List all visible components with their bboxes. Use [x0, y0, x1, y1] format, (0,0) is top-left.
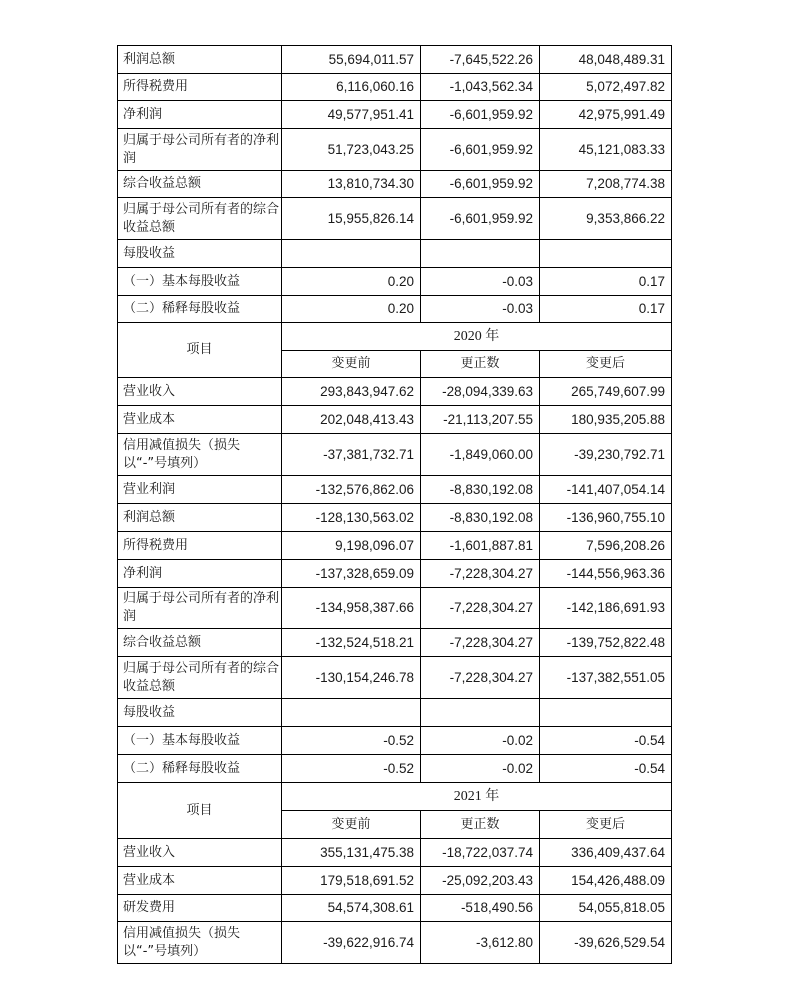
row-label: 营业收入 — [118, 378, 282, 406]
before-value: -132,576,862.06 — [282, 476, 421, 504]
row-label: 综合收益总额 — [118, 629, 282, 657]
table-row — [118, 171, 672, 198]
row-label: 研发费用 — [118, 895, 282, 922]
correction-value: -1,043,562.34 — [421, 74, 540, 101]
after-value: 9,353,866.22 — [540, 198, 672, 240]
after-value: 48,048,489.31 — [540, 46, 672, 74]
row-label: 归属于母公司所有者的净利润 — [118, 129, 282, 171]
correction-value: -0.02 — [421, 755, 540, 783]
table-row — [118, 560, 672, 588]
after-value: -136,960,755.10 — [540, 504, 672, 532]
correction-value: -6,601,959.92 — [421, 101, 540, 129]
table-row — [118, 296, 672, 323]
row-label: 营业成本 — [118, 867, 282, 895]
row-label: 利润总额 — [118, 46, 282, 74]
row-label: 信用减值损失（损失以“-”号填列） — [118, 922, 282, 964]
table-row — [118, 129, 672, 171]
row-label: 综合收益总额 — [118, 171, 282, 198]
before-value: -128,130,563.02 — [282, 504, 421, 532]
correction-value: -7,228,304.27 — [421, 588, 540, 629]
table-row — [118, 922, 672, 964]
before-value: 55,694,011.57 — [282, 46, 421, 74]
table-row — [118, 434, 672, 476]
correction-value: -0.03 — [421, 296, 540, 323]
table-row — [118, 755, 672, 783]
row-label: 净利润 — [118, 101, 282, 129]
after-value — [540, 699, 672, 727]
row-label: 净利润 — [118, 560, 282, 588]
item-header: 项目 — [118, 783, 282, 839]
before-value: 13,810,734.30 — [282, 171, 421, 198]
correction-value: -6,601,959.92 — [421, 198, 540, 240]
correction-value: -1,849,060.00 — [421, 434, 540, 476]
section-2019-tail — [118, 46, 672, 323]
correction-value: -518,490.56 — [421, 895, 540, 922]
table-row — [118, 867, 672, 895]
after-value: -141,407,054.14 — [540, 476, 672, 504]
after-value: 0.17 — [540, 268, 672, 296]
after-value: -39,626,529.54 — [540, 922, 672, 964]
after-value: -0.54 — [540, 755, 672, 783]
after-value: 0.17 — [540, 296, 672, 323]
before-value: -134,958,387.66 — [282, 588, 421, 629]
correction-value: -0.02 — [421, 727, 540, 755]
after-value: 265,749,607.99 — [540, 378, 672, 406]
table-row — [118, 476, 672, 504]
correction-value: -28,094,339.63 — [421, 378, 540, 406]
before-value: 6,116,060.16 — [282, 74, 421, 101]
header-row-year — [118, 783, 672, 811]
table-row — [118, 699, 672, 727]
row-label: 每股收益 — [118, 699, 282, 727]
after-value — [540, 240, 672, 268]
before-value: 49,577,951.41 — [282, 101, 421, 129]
table-row — [118, 378, 672, 406]
row-label: 营业利润 — [118, 476, 282, 504]
correction-value: -7,228,304.27 — [421, 629, 540, 657]
before-header: 变更前 — [282, 351, 421, 378]
before-value: 54,574,308.61 — [282, 895, 421, 922]
before-value: -0.52 — [282, 755, 421, 783]
row-label: 归属于母公司所有者的综合收益总额 — [118, 198, 282, 240]
before-value: 355,131,475.38 — [282, 839, 421, 867]
correction-value — [421, 240, 540, 268]
after-value: 54,055,818.05 — [540, 895, 672, 922]
row-label: 营业收入 — [118, 839, 282, 867]
after-value: 336,409,437.64 — [540, 839, 672, 867]
table-row — [118, 895, 672, 922]
before-value: 0.20 — [282, 296, 421, 323]
table-row — [118, 268, 672, 296]
row-label: 所得税费用 — [118, 532, 282, 560]
after-value: 5,072,497.82 — [540, 74, 672, 101]
row-label: （二）稀释每股收益 — [118, 755, 282, 783]
restatement-table — [117, 45, 672, 964]
after-header: 变更后 — [540, 351, 672, 378]
before-value: 51,723,043.25 — [282, 129, 421, 171]
item-header: 项目 — [118, 323, 282, 378]
correction-value: -7,228,304.27 — [421, 560, 540, 588]
after-value: 7,208,774.38 — [540, 171, 672, 198]
correction-value: -8,830,192.08 — [421, 476, 540, 504]
after-value: 42,975,991.49 — [540, 101, 672, 129]
after-value: -0.54 — [540, 727, 672, 755]
correction-value: -6,601,959.92 — [421, 129, 540, 171]
row-label: （一）基本每股收益 — [118, 727, 282, 755]
row-label: 归属于母公司所有者的净利润 — [118, 588, 282, 629]
correction-header: 更正数 — [421, 351, 540, 378]
after-value: -137,382,551.05 — [540, 657, 672, 699]
correction-value: -21,113,207.55 — [421, 406, 540, 434]
correction-value: -25,092,203.43 — [421, 867, 540, 895]
after-value: -142,186,691.93 — [540, 588, 672, 629]
before-value: -37,381,732.71 — [282, 434, 421, 476]
before-value: 179,518,691.52 — [282, 867, 421, 895]
correction-value — [421, 699, 540, 727]
row-label: 归属于母公司所有者的综合收益总额 — [118, 657, 282, 699]
table-row — [118, 74, 672, 101]
table-row — [118, 101, 672, 129]
table-row — [118, 406, 672, 434]
before-value — [282, 699, 421, 727]
correction-value: -0.03 — [421, 268, 540, 296]
before-value: -137,328,659.09 — [282, 560, 421, 588]
correction-value: -6,601,959.92 — [421, 171, 540, 198]
row-label: （一）基本每股收益 — [118, 268, 282, 296]
table-row — [118, 46, 672, 74]
after-value: 7,596,208.26 — [540, 532, 672, 560]
table-row — [118, 588, 672, 629]
table-row — [118, 657, 672, 699]
after-value: -139,752,822.48 — [540, 629, 672, 657]
row-label: 所得税费用 — [118, 74, 282, 101]
correction-value: -8,830,192.08 — [421, 504, 540, 532]
row-label: 营业成本 — [118, 406, 282, 434]
section-2021 — [118, 783, 672, 964]
correction-value: -3,612.80 — [421, 922, 540, 964]
table-row — [118, 240, 672, 268]
after-value: 45,121,083.33 — [540, 129, 672, 171]
before-value — [282, 240, 421, 268]
table-row — [118, 727, 672, 755]
correction-value: -7,645,522.26 — [421, 46, 540, 74]
table-row — [118, 839, 672, 867]
before-value: -130,154,246.78 — [282, 657, 421, 699]
before-header: 变更前 — [282, 811, 421, 839]
correction-header: 更正数 — [421, 811, 540, 839]
row-label: 信用减值损失（损失以“-”号填列） — [118, 434, 282, 476]
after-value: -39,230,792.71 — [540, 434, 672, 476]
after-value: 154,426,488.09 — [540, 867, 672, 895]
row-label: （二）稀释每股收益 — [118, 296, 282, 323]
table-row — [118, 629, 672, 657]
row-label: 利润总额 — [118, 504, 282, 532]
before-value: 9,198,096.07 — [282, 532, 421, 560]
table-row — [118, 198, 672, 240]
correction-value: -7,228,304.27 — [421, 657, 540, 699]
before-value: -39,622,916.74 — [282, 922, 421, 964]
after-value: -144,556,963.36 — [540, 560, 672, 588]
before-value: 15,955,826.14 — [282, 198, 421, 240]
before-value: 293,843,947.62 — [282, 378, 421, 406]
after-value: 180,935,205.88 — [540, 406, 672, 434]
header-row-year — [118, 323, 672, 351]
correction-value: -1,601,887.81 — [421, 532, 540, 560]
before-value: 0.20 — [282, 268, 421, 296]
table-row — [118, 504, 672, 532]
before-value: -0.52 — [282, 727, 421, 755]
year-header: 2021 年 — [282, 783, 672, 811]
before-value: -132,524,518.21 — [282, 629, 421, 657]
table-row — [118, 532, 672, 560]
before-value: 202,048,413.43 — [282, 406, 421, 434]
correction-value: -18,722,037.74 — [421, 839, 540, 867]
section-2020 — [118, 323, 672, 783]
after-header: 变更后 — [540, 811, 672, 839]
row-label: 每股收益 — [118, 240, 282, 268]
year-header: 2020 年 — [282, 323, 672, 351]
